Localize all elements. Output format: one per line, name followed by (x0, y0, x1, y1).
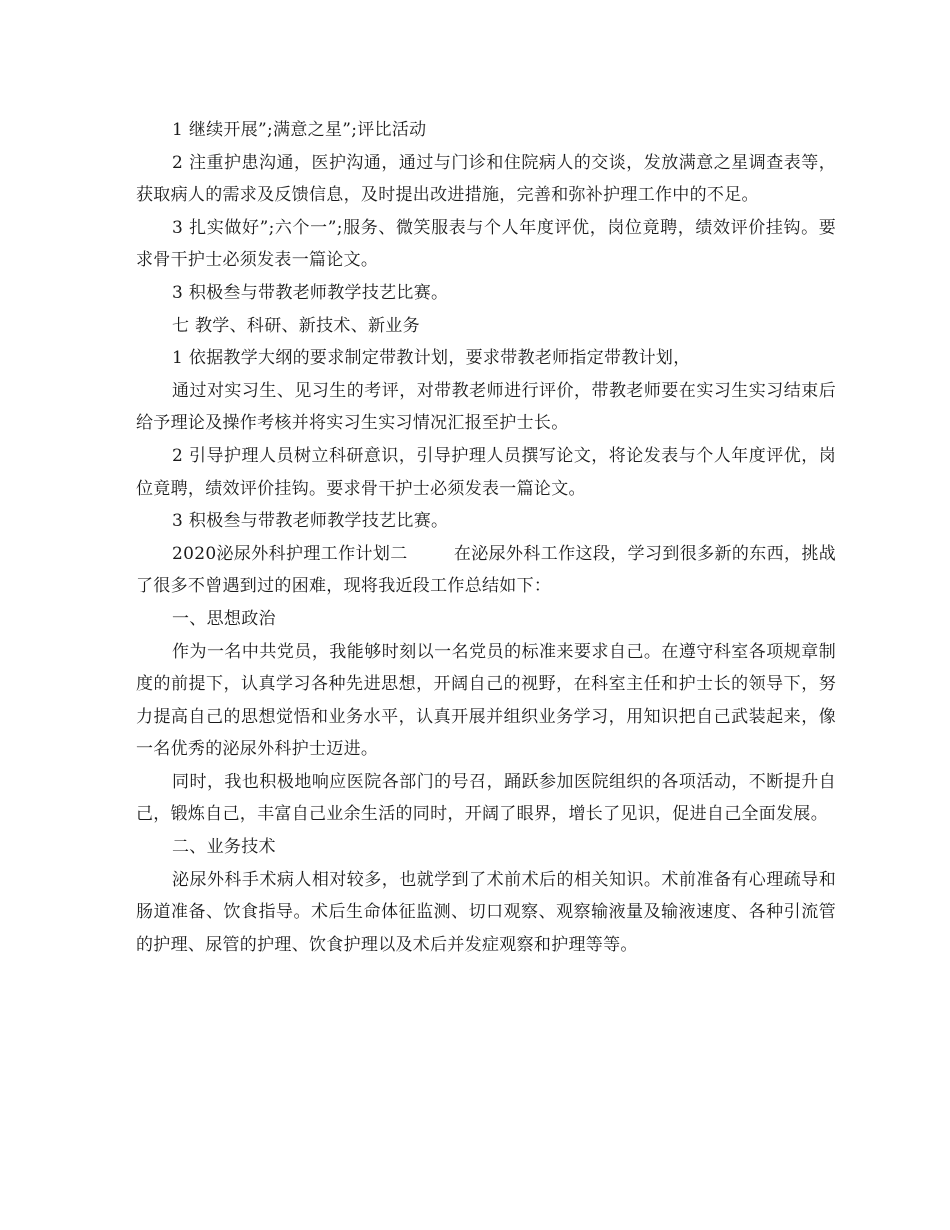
paragraph-item-9: 作为一名中共党员，我能够时刻以一名党员的标准来要求自己。在遵守科室各项规章制度的前提下，认真学习各种先进思想，开阔自己的视野，在科室主任和护士长的领导下，努力提高自己的思想觉悟和业务水平，认真开展并组织业务学习，用知识把自己武装起来，像一名优秀的泌尿外科护士迈进。 (136, 641, 836, 760)
paragraph-item-5: 1 依据教学大纲的要求制定带教计划，要求带教老师指定带教计划， (172, 348, 691, 369)
paragraph-item-3: 3 扎实做好”;六个一”;服务、微笑服表与个人年度评优，岗位竟聘，绩效评价挂钩。要求骨干护士必须发表一篇论文。 (136, 217, 836, 271)
document-body (136, 114, 836, 961)
paragraph-item-1: 1 继续开展”;满意之星”;评比活动 (172, 120, 427, 140)
paragraph-item-4: 3 积极叁与带教老师教学技艺比赛。 (172, 282, 449, 303)
paragraph-item-7: 2 引导护理人员树立科研意识，引导护理人员撰写论文，将论发表与个人年度评优，岗位竟聘，绩效评价挂钩。要求骨干护士必须发表一篇论文。 (136, 445, 836, 499)
plan-two-intro: 2020泌尿外科护理工作计划二 在泌尿外科工作这段，学习到很多新的东西，挑战了很多不曾遇到过的困难，现将我近段工作总结如下： (136, 543, 836, 597)
paragraph-item-6: 通过对实习生、见习生的考评，对带教老师进行评价，带教老师要在实习生实习结束后给予理论及操作考核并将实习生实习情况汇报至护士长。 (136, 380, 836, 434)
paragraph-item-10: 同时，我也积极地响应医院各部门的号召，踊跃参加医院组织的各项活动，不断提升自己，锻炼自己，丰富自己业余生活的同时，开阔了眼界，增长了见识，促进自己全面发展。 (136, 771, 836, 825)
paragraph-item-8: 3 积极叁与带教老师教学技艺比赛。 (172, 511, 449, 532)
section-heading-politics: 一、思想政治 (172, 608, 276, 629)
paragraph-item-2: 2 注重护患沟通，医护沟通，通过与门诊和住院病人的交谈，发放满意之星调查表等，获取病人的需求及反馈信息，及时提出改进措施，完善和弥补护理工作中的不足。 (136, 152, 836, 206)
section-heading-teaching: 七 教学、科研、新技术、新业务 (172, 315, 420, 336)
section-heading-skills: 二、业务技术 (172, 837, 276, 858)
paragraph-item-11: 泌尿外科手术病人相对较多，也就学到了术前术后的相关知识。术前准备有心理疏导和肠道准备、饮食指导。术后生命体征监测、切口观察、观察输液量及输液速度、各种引流管的护理、尿管的护理、饮食护理以及术后并发症观察和护理等等。 (136, 869, 836, 955)
